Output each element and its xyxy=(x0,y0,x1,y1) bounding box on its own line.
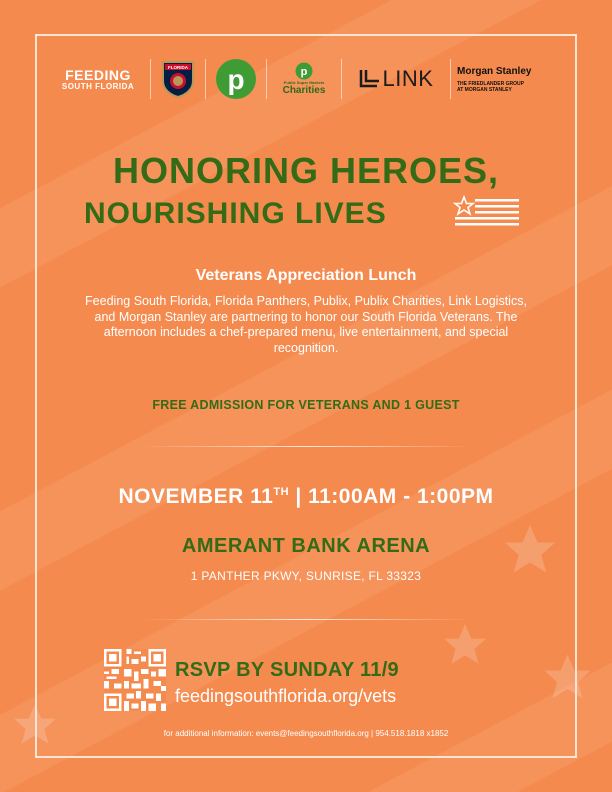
event-time: | 11:00AM - 1:00PM xyxy=(289,485,494,508)
flag-icon xyxy=(453,195,519,229)
logo-divider xyxy=(266,59,267,99)
logo-divider xyxy=(450,59,451,99)
headline-line-1: HONORING HEROES, xyxy=(112,150,500,191)
link-logistics-logo xyxy=(348,66,444,92)
morgan-stanley-sub1: THE FRIEDLANDER GROUP xyxy=(457,80,524,87)
panthers-logo-text: FLORIDA xyxy=(168,65,188,70)
publix-charities-logo xyxy=(273,62,335,96)
panthers-shield-icon xyxy=(160,59,196,99)
event-date: NOVEMBER 11 xyxy=(118,485,274,508)
logo-divider xyxy=(341,59,342,99)
event-date-time xyxy=(0,485,612,509)
publix-logo xyxy=(212,58,260,100)
florida-panthers-logo xyxy=(157,59,199,99)
headline-line-2: NOURISHING LIVES xyxy=(84,197,387,230)
feeding-logo-main: FEEDING xyxy=(65,66,131,83)
event-description: Feeding South Florida, Florida Panthers, Publix, Publix Charities, Link Logistics, and Morgan Stanley are partnering to honor our South Florida Veterans. The afternoon includes a chef-prepared menu, live entertainment, and special recognition. xyxy=(85,294,527,355)
publix-small-icon xyxy=(295,62,313,80)
link-mark-icon xyxy=(359,68,381,90)
divider-rule xyxy=(140,446,472,447)
publix-letter: p xyxy=(227,64,245,95)
charities-main-text: Charities xyxy=(282,85,326,96)
publix-circle-icon xyxy=(215,58,257,100)
logo-divider xyxy=(150,59,151,99)
feeding-south-florida-logo xyxy=(52,68,144,91)
rsvp-deadline: RSVP BY SUNDAY 11/9 xyxy=(175,659,399,681)
feeding-logo-sub: SOUTH FLORIDA xyxy=(61,81,135,91)
footer-contact-info: for additional information: events@feedingsouthflorida.org | 954.518.1818 x1852 xyxy=(163,729,449,738)
event-date-suffix: TH xyxy=(273,486,290,498)
divider-rule xyxy=(140,619,472,620)
morgan-stanley-sub2: AT MORGAN STANLEY xyxy=(457,86,512,93)
sponsor-logos xyxy=(52,50,562,108)
morgan-stanley-logo xyxy=(457,66,553,93)
logo-divider xyxy=(205,59,206,99)
qr-code-icon[interactable] xyxy=(104,649,166,711)
rsvp-url-link[interactable]: feedingsouthflorida.org/vets xyxy=(175,686,397,706)
charities-small-text: Publix Super Markets xyxy=(283,80,325,85)
morgan-stanley-title: Morgan Stanley xyxy=(457,65,532,77)
event-subtitle: Veterans Appreciation Lunch xyxy=(195,267,417,284)
svg-text:p: p xyxy=(300,66,308,78)
link-logo-text: LINK xyxy=(382,66,434,91)
event-venue: AMERANT BANK ARENA xyxy=(181,535,431,557)
event-address: 1 PANTHER PKWY, SUNRISE, FL 33323 xyxy=(190,569,422,583)
free-admission-text: FREE ADMISSION FOR VETERANS AND 1 GUEST xyxy=(152,398,460,412)
